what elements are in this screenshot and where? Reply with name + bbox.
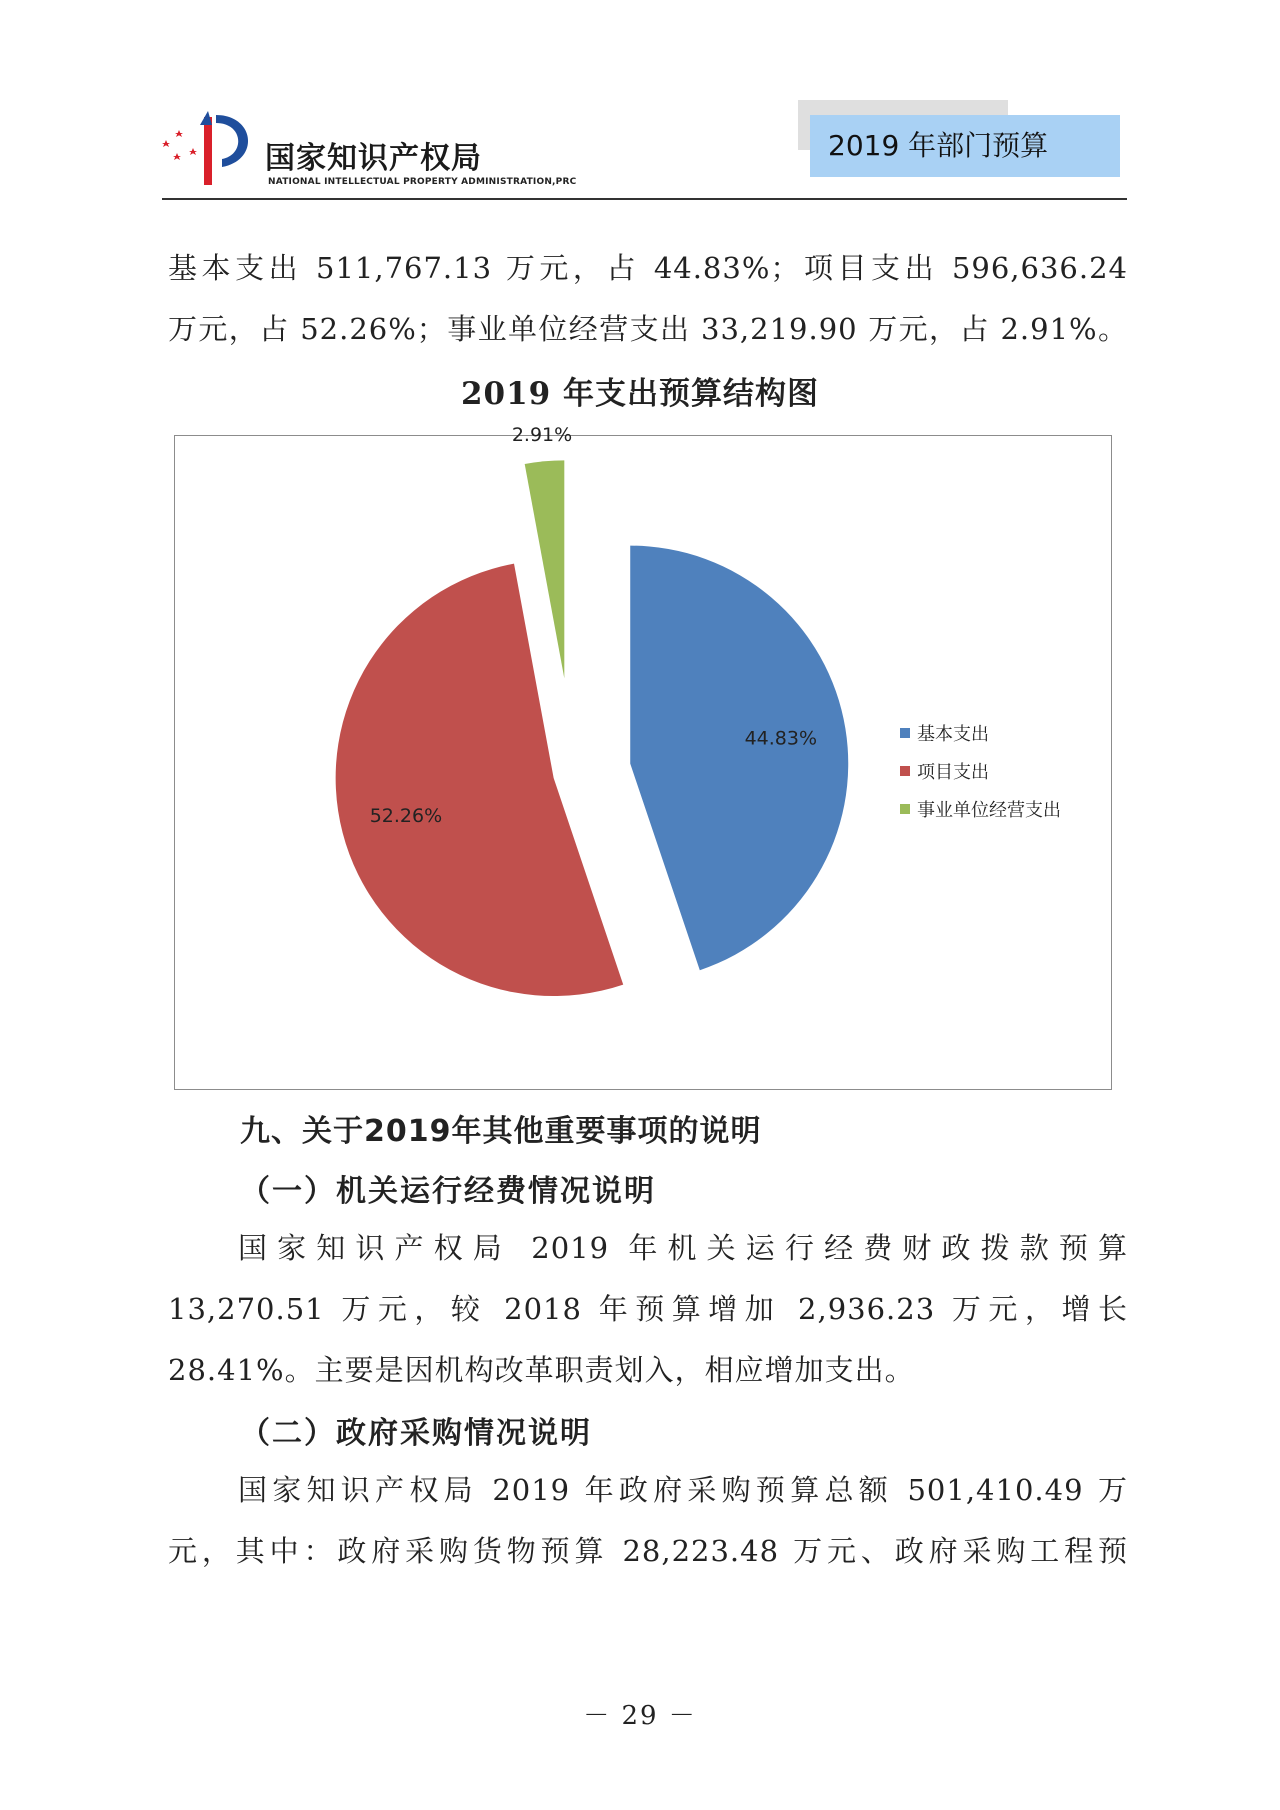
legend-label: 基本支出 xyxy=(917,724,989,745)
legend-item-basic xyxy=(900,714,1061,752)
budget-badge xyxy=(810,115,1120,177)
subsection-2-paragraph xyxy=(168,1460,1128,1582)
data-label-project: 52.26% xyxy=(369,804,443,827)
legend-item-project xyxy=(900,752,1061,790)
budget-badge-text: 2019 年部门预算 xyxy=(828,129,1049,162)
header-divider xyxy=(162,198,1127,200)
subsection-1-paragraph xyxy=(168,1218,1128,1401)
intro-line-1: 基本支出 511,767.13 万元，占 44.83%；项目支出 596,636.24 xyxy=(168,251,1128,285)
intro-line-2: 万元，占 52.26%；事业单位经营支出 33,219.90 万元，占 2.91%。 xyxy=(168,312,1128,346)
logo xyxy=(160,105,620,190)
page-number: － 29 － xyxy=(583,1701,697,1731)
pie-chart xyxy=(174,423,1112,1090)
legend-swatch xyxy=(900,766,910,776)
section-heading: 九、关于2019年其他重要事项的说明 xyxy=(240,1114,762,1149)
subsection-heading-1: （一）机关运行经费情况说明 xyxy=(240,1174,656,1209)
pie-slice-business xyxy=(525,460,565,678)
logo-emblem-icon xyxy=(160,105,265,190)
sub1-line-1: 国家知识产权局 2019 年机关运行经费财政拨款预算 xyxy=(238,1231,1128,1265)
chart-title: 2019 年支出预算结构图 xyxy=(460,376,820,412)
data-label-basic: 44.83% xyxy=(744,727,818,750)
pie-slice-basic xyxy=(630,546,848,971)
intro-paragraph xyxy=(168,238,1128,360)
chart-legend xyxy=(900,714,1061,828)
legend-label: 项目支出 xyxy=(917,762,989,783)
org-name-en: NATIONAL INTELLECTUAL PROPERTY ADMINISTRATION,PRC xyxy=(268,177,577,187)
org-name-cn: 国家知识产权局 xyxy=(265,141,482,176)
legend-label: 事业单位经营支出 xyxy=(917,800,1061,821)
page-header xyxy=(160,95,1125,200)
data-label-business: 2.91% xyxy=(511,423,573,446)
sub2-line-1: 国家知识产权局 2019 年政府采购预算总额 501,410.49 万 xyxy=(238,1473,1128,1507)
legend-swatch xyxy=(900,804,910,814)
sub1-line-3: 28.41%。主要是因机构改革职责划入，相应增加支出。 xyxy=(168,1353,915,1387)
sub1-line-2: 13,270.51 万元，较 2018 年预算增加 2,936.23 万元，增长 xyxy=(168,1292,1128,1326)
sub2-line-2: 元，其中：政府采购货物预算 28,223.48 万元、政府采购工程预 xyxy=(168,1534,1128,1568)
legend-swatch xyxy=(900,728,910,738)
subsection-heading-2: （二）政府采购情况说明 xyxy=(240,1416,592,1451)
legend-item-business xyxy=(900,790,1061,828)
pie-slice-project xyxy=(336,564,624,996)
